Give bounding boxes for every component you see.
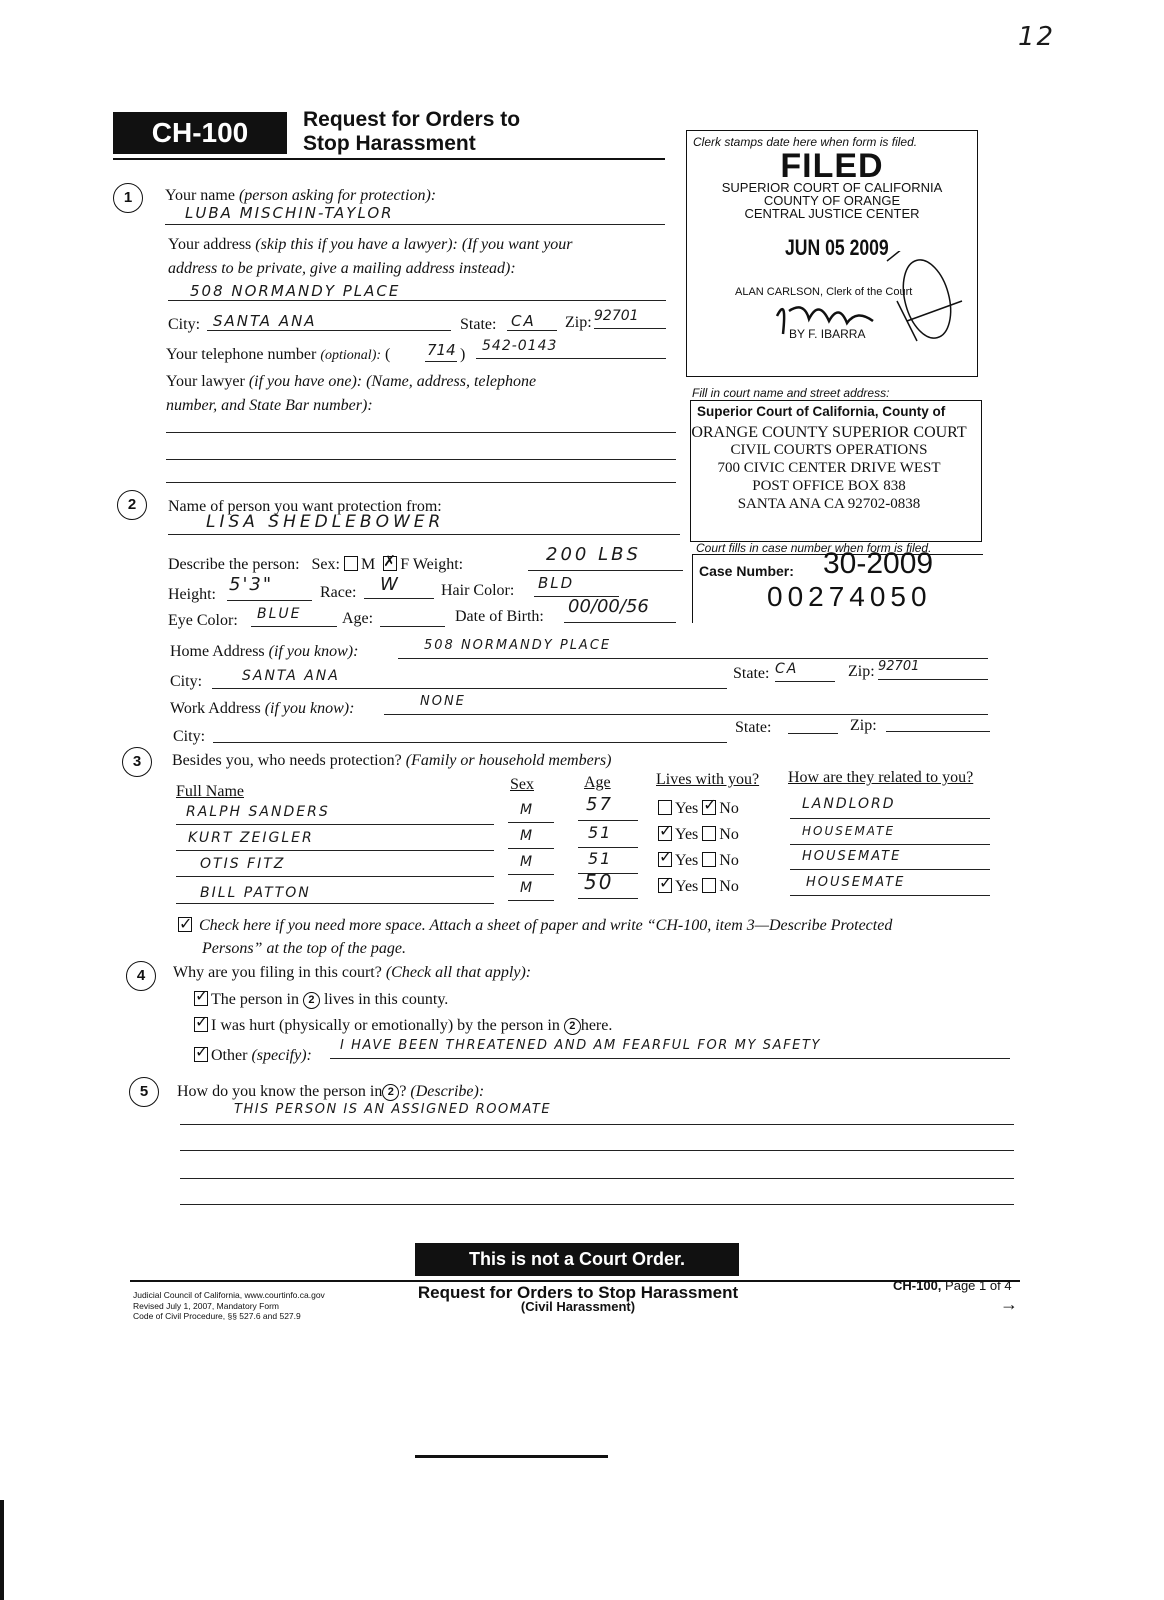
eye-color-label: Eye Color:: [168, 612, 238, 629]
footer-rule: [130, 1280, 1020, 1282]
person-name-field[interactable]: RALPH SANDERS: [176, 804, 494, 825]
lives-yes-checkbox[interactable]: [658, 800, 672, 815]
your-zip-label: Zip:: [565, 314, 592, 331]
more-space-checkbox[interactable]: [178, 917, 192, 932]
section-2-marker: 2: [117, 490, 147, 520]
form-code-badge: CH-100: [113, 112, 287, 154]
scan-mark: [415, 1455, 608, 1458]
your-address-label: Your address (skip this if you have a lawyer): (If you want your address to be private, give a mailing address instead):: [168, 236, 573, 277]
case-number-label: Case Number:: [699, 563, 794, 579]
person-relation-field[interactable]: HOUSEMATE: [790, 849, 990, 870]
relationship-field-line3[interactable]: [180, 1162, 1014, 1179]
lives-no-checkbox[interactable]: [702, 826, 716, 841]
col-sex: Sex: [510, 776, 534, 793]
sex-m-checkbox[interactable]: [344, 556, 358, 571]
lives-with-options: ✓ Yes No: [658, 852, 739, 870]
footer-title: Request for Orders to Stop Harassment (Civil Harassment): [417, 1283, 739, 1314]
person-age-field[interactable]: 57: [578, 798, 638, 821]
footer-left-info: Judicial Council of California, www.courtinfo.ca.gov Revised July 1, 2007, Mandatory Form Code of Civil Procedure, §§ 527.6 and 527.9: [133, 1290, 325, 1321]
your-zip-field[interactable]: 92701: [594, 310, 666, 329]
respondent-name-field[interactable]: LISA SHEDLEBOWER: [168, 514, 680, 535]
race-label: Race:: [320, 584, 357, 601]
court-address-box: [690, 400, 982, 542]
lawyer-field-line2[interactable]: [166, 443, 676, 460]
filing-reason-hurt: ✓I was hurt (physically or emotionally) by the person in 2 here.: [194, 1017, 612, 1035]
lives-yes-checkbox[interactable]: [658, 826, 672, 841]
phone-number-field[interactable]: 542-0143: [476, 340, 666, 359]
hair-color-label: Hair Color:: [441, 582, 515, 599]
scan-edge: [0, 1500, 4, 1600]
home-address-label: Home Address (if you know):: [170, 643, 359, 660]
col-relation: How are they related to you?: [788, 769, 974, 786]
section-5-question: How do you know the person in 2 ? (Describe):: [177, 1083, 485, 1100]
describe-person-row: Describe the person: Sex: M ✗ F Weight:: [168, 556, 463, 574]
height-label: Height:: [168, 586, 216, 603]
col-full-name: Full Name: [176, 783, 244, 800]
lawyer-field-line1[interactable]: [166, 416, 676, 433]
deputy-name: BY F. IBARRA: [789, 327, 866, 341]
other-checkbox[interactable]: [194, 1047, 208, 1062]
section-5-marker: 5: [129, 1077, 159, 1107]
work-address-field[interactable]: NONE: [384, 696, 988, 715]
work-city-label: City:: [173, 728, 206, 745]
home-zip-field[interactable]: 92701: [878, 661, 988, 680]
relationship-field-line2[interactable]: [180, 1134, 1014, 1151]
section-1-marker: 1: [113, 183, 143, 213]
person-sex-field[interactable]: M: [508, 880, 554, 901]
court-address-lines: ORANGE COUNTY SUPERIOR COURT CIVIL COURTS OPERATIONS 700 CIVIC CENTER DRIVE WEST POST OFFICE BOX 838 SANTA ANA CA 92702-0838: [691, 424, 967, 512]
clerk-name: ALAN CARLSON, Clerk of the Court: [735, 286, 913, 298]
your-state-field[interactable]: CA: [507, 312, 557, 331]
home-city-label: City:: [170, 673, 203, 690]
person-age-field[interactable]: 51: [578, 851, 638, 874]
next-page-arrow-icon: →: [1000, 1294, 1018, 1314]
hair-color-field[interactable]: BLD: [534, 576, 619, 597]
more-space-option: ✓ Check here if you need more space. Attach a sheet of paper and write “CH-100, item 3—Describe Protected Persons” at the top of the page.: [178, 914, 892, 960]
lawyer-label: Your lawyer (if you have one): (Name, address, telephone number, and State Bar number):: [166, 373, 537, 414]
lives-with-options: ✓ Yes No: [658, 878, 739, 896]
county-checkbox[interactable]: [194, 991, 208, 1006]
person-name-field[interactable]: OTIS FITZ: [176, 856, 494, 877]
person-sex-field[interactable]: M: [508, 854, 554, 875]
hurt-checkbox[interactable]: [194, 1017, 208, 1032]
case-number-value: 00274050: [767, 581, 932, 612]
court-address-line1: Superior Court of California, County of: [697, 404, 946, 419]
clerk-signature-icon: [767, 251, 967, 361]
person-sex-field[interactable]: M: [508, 828, 554, 849]
stamp-court-name: SUPERIOR COURT OF CALIFORNIA COUNTY OF ORANGE CENTRAL JUSTICE CENTER: [721, 180, 943, 221]
eye-color-field[interactable]: BLUE: [251, 606, 337, 627]
your-address-field[interactable]: 508 NORMANDY PLACE: [168, 282, 666, 301]
person-name-field[interactable]: KURT ZEIGLER: [176, 830, 494, 851]
dob-label: Date of Birth:: [455, 608, 544, 625]
phone-label: Your telephone number (optional): (: [166, 346, 391, 363]
clerk-stamp-box: [686, 130, 978, 377]
form-title-line2: Stop Harassment: [303, 132, 476, 155]
work-zip-label: Zip:: [850, 717, 877, 734]
person-relation-field[interactable]: HOUSEMATE: [790, 824, 990, 845]
lives-no-checkbox[interactable]: [702, 800, 716, 815]
col-lives-with: Lives with you?: [656, 771, 760, 788]
lawyer-field-line3[interactable]: [166, 466, 676, 483]
not-court-order-banner: This is not a Court Order.: [415, 1243, 739, 1276]
lives-no-checkbox[interactable]: [702, 878, 716, 893]
home-address-field[interactable]: 508 NORMANDY PLACE: [398, 638, 988, 659]
sex-f-checkbox[interactable]: [383, 556, 397, 571]
col-age: Age: [584, 774, 611, 791]
filing-reason-other: ✓Other (specify):: [194, 1047, 312, 1065]
filed-stamp: FILED: [780, 147, 884, 185]
dob-field[interactable]: 00/00/56: [564, 602, 676, 623]
age-label: Age:: [342, 610, 374, 627]
work-address-label: Work Address (if you know):: [170, 700, 355, 717]
lives-with-options: Yes ✓ No: [658, 800, 739, 818]
your-name-label: Your name (person asking for protection):: [165, 187, 437, 204]
clerk-stamp-caption: Clerk stamps date here when form is filed.: [693, 135, 918, 149]
form-title: [303, 108, 520, 156]
home-state-label: State:: [733, 665, 770, 682]
home-city-field[interactable]: SANTA ANA: [212, 668, 727, 689]
person-relation-field[interactable]: LANDLORD: [790, 798, 990, 819]
relationship-field-line4[interactable]: [180, 1188, 1014, 1205]
work-state-label: State:: [735, 719, 772, 736]
person-relation-field[interactable]: HOUSEMATE: [790, 875, 990, 896]
age-field[interactable]: [380, 606, 445, 627]
section-3-question: Besides you, who needs protection? (Family or household members): [172, 752, 612, 769]
lives-no-checkbox[interactable]: [702, 852, 716, 867]
your-city-label: City:: [168, 316, 201, 333]
relationship-field-line1[interactable]: THIS PERSON IS AN ASSIGNED ROOMATE: [180, 1104, 1014, 1125]
person-age-field[interactable]: 50: [578, 876, 638, 899]
your-name-field[interactable]: LUBA MISCHIN-TAYLOR: [165, 206, 665, 225]
section-4-question: Why are you filing in this court? (Check all that apply):: [173, 964, 532, 981]
header-rule: [113, 158, 665, 160]
your-state-label: State:: [460, 316, 497, 333]
filing-reason-county: ✓The person in 2 lives in this county.: [194, 991, 448, 1009]
form-title-line1: Request for Orders to: [303, 108, 521, 131]
height-field[interactable]: 5'3": [227, 580, 312, 601]
page-number-annotation: 12: [1018, 22, 1056, 52]
filed-date: JUN 05 2009: [785, 235, 889, 260]
work-zip-field[interactable]: [886, 713, 990, 732]
lives-yes-checkbox[interactable]: [658, 852, 672, 867]
lives-with-options: ✓ Yes No: [658, 826, 739, 844]
person-sex-field[interactable]: M: [508, 802, 554, 823]
court-address-caption: Fill in court name and street address:: [692, 386, 890, 400]
weight-field[interactable]: 200 LBS: [528, 550, 683, 571]
case-number-prefix: 30-2009: [823, 547, 934, 580]
section-3-marker: 3: [122, 747, 152, 777]
case-number-caption: Court fills in case number when form is filed.: [696, 541, 932, 555]
lives-yes-checkbox[interactable]: [658, 878, 672, 893]
race-field[interactable]: W: [364, 578, 434, 599]
respondent-name-label: Name of person you want protection from:: [168, 498, 442, 515]
phone-area-field[interactable]: 714: [425, 343, 457, 362]
work-city-field[interactable]: [213, 724, 727, 743]
home-zip-label: Zip:: [848, 663, 875, 680]
footer-page-info: CH-100, Page 1 of 4: [893, 1278, 1012, 1293]
section-4-marker: 4: [126, 961, 156, 991]
other-specify-field[interactable]: I HAVE BEEN THREATENED AND AM FEARFUL FOR MY SAFETY: [330, 1038, 1010, 1059]
person-name-field[interactable]: BILL PATTON: [176, 883, 494, 904]
phone-paren: ): [460, 346, 466, 363]
person-age-field[interactable]: 51: [578, 825, 638, 848]
home-state-field[interactable]: CA: [775, 663, 835, 682]
your-city-field[interactable]: SANTA ANA: [207, 312, 451, 331]
work-state-field[interactable]: [788, 715, 838, 734]
